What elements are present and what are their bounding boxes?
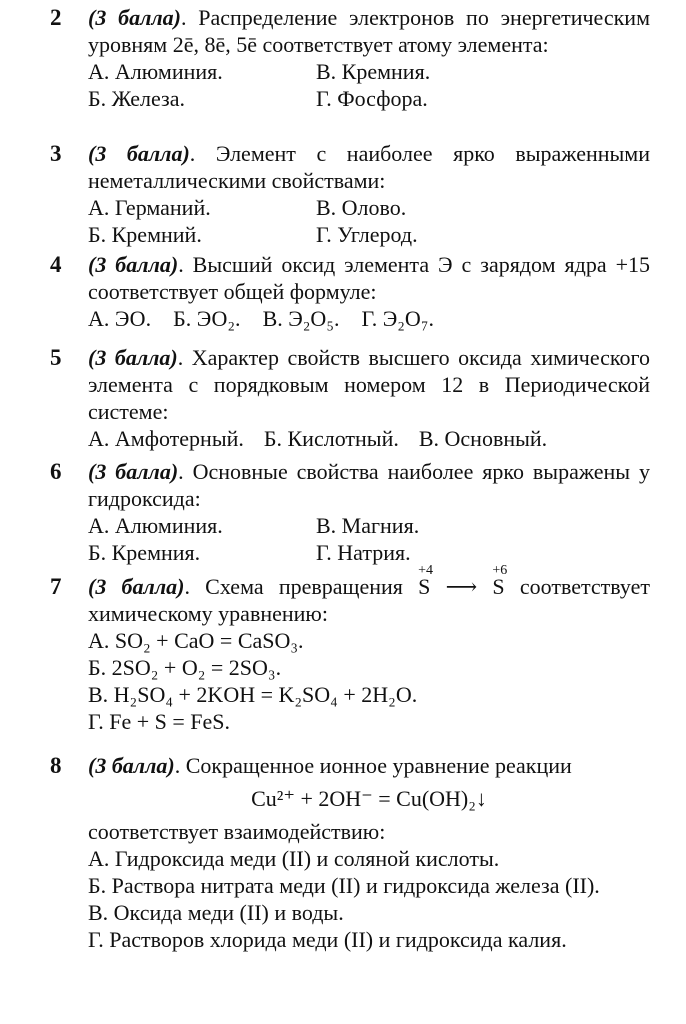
option-v[interactable]: В. Олово. xyxy=(316,195,407,220)
option-v[interactable]: В. Основный. xyxy=(418,426,548,451)
option-g[interactable]: Г. Фосфора. xyxy=(316,86,428,111)
points-label: (3 балла) xyxy=(88,574,185,599)
question-stem xyxy=(88,752,650,779)
points-label: (3 балла) xyxy=(88,345,178,370)
option-v[interactable]: В. Кремния. xyxy=(316,59,431,84)
oxidation-state: +4 xyxy=(418,563,434,578)
stem-text: . Распределение электронов по энергетическим уровням 2ē, 8ē, 5ē соответствует атому элемента: xyxy=(88,5,650,57)
option-v[interactable]: В. H₂SO₄ + 2KOH = K₂SO₄ + 2H₂O. xyxy=(88,682,418,707)
option-g[interactable]: Г. Fe + S = FeS. xyxy=(88,709,231,734)
options-row xyxy=(88,305,650,332)
option-a[interactable]: А. ЭО. xyxy=(88,306,152,331)
option-g[interactable]: Г. Натрия. xyxy=(316,540,411,565)
stem-text: . Сокращенное ионное уравнение реакции xyxy=(174,753,572,778)
option-a[interactable]: А. Алюминия. xyxy=(88,59,223,84)
question-stem xyxy=(88,251,650,305)
points-label: (3 балла) xyxy=(88,753,175,778)
option-b[interactable]: Б. Кислотный. xyxy=(263,426,399,451)
question-number: 4 xyxy=(50,252,62,277)
option-v[interactable]: В. Э₂О₅. xyxy=(262,306,340,331)
stem-text: соответствует химическому уравнению: xyxy=(88,574,650,626)
options-grid xyxy=(88,58,650,112)
arrow-icon: ⟶ xyxy=(445,574,478,599)
option-b[interactable]: Б. ЭО₂. xyxy=(173,306,241,331)
question-number: 2 xyxy=(50,5,62,30)
option-b[interactable]: Б. Кремния. xyxy=(88,540,201,565)
element-symbol: S xyxy=(492,574,505,599)
question-stem xyxy=(88,563,650,627)
sulfur-plus4 xyxy=(418,563,434,600)
ionic-equation: Cu²⁺ + 2OH⁻ = Cu(OH)₂↓ xyxy=(251,786,487,811)
option-b[interactable]: Б. 2SO₂ + O₂ = 2SO₃. xyxy=(88,655,282,680)
question-stem xyxy=(88,344,650,425)
stem-text: . Основные свойства наиболее ярко выражены у гидроксида: xyxy=(88,459,650,511)
option-v[interactable]: В. Магния. xyxy=(316,513,420,538)
stem-continuation: соответствует взаимодействию: xyxy=(88,819,386,844)
stem-text: . Высший оксид элемента Э с зарядом ядра +15 соответствует общей формуле: xyxy=(88,252,650,304)
stem-text: . Схема превращения xyxy=(184,574,419,599)
options-row xyxy=(88,425,650,452)
options-list xyxy=(88,627,650,735)
option-a[interactable]: А. Гидроксида меди (II) и соляной кислоты. xyxy=(88,846,500,871)
question-stem xyxy=(88,4,650,58)
question-number: 6 xyxy=(50,459,62,484)
options-grid xyxy=(88,194,650,248)
option-a[interactable]: А. SO₂ + CaO = CaSO₃. xyxy=(88,628,304,653)
stem-text: . Элемент с наиболее ярко выраженными неметаллическими свойствами: xyxy=(88,141,650,193)
option-g[interactable]: Г. Растворов хлорида меди (II) и гидроксида калия. xyxy=(88,927,567,952)
points-label: (3 балла) xyxy=(88,5,181,30)
question-number: 8 xyxy=(50,753,62,778)
option-g[interactable]: Г. Э₂О₇. xyxy=(361,306,434,331)
question-stem xyxy=(88,458,650,512)
element-symbol: S xyxy=(418,574,431,599)
options-grid xyxy=(88,512,650,566)
option-a[interactable]: А. Амфотерный. xyxy=(88,426,244,451)
option-b[interactable]: Б. Железа. xyxy=(88,86,185,111)
points-label: (3 балла) xyxy=(88,459,179,484)
option-b[interactable]: Б. Раствора нитрата меди (II) и гидроксида железа (II). xyxy=(88,873,600,898)
question-stem xyxy=(88,140,650,194)
option-g[interactable]: Г. Углерод. xyxy=(316,222,418,247)
option-b[interactable]: Б. Кремний. xyxy=(88,222,202,247)
stem-text: . Характер свойств высшего оксида химического элемента с порядковым номером 12 в Периодической системе: xyxy=(88,345,650,424)
option-a[interactable]: А. Германий. xyxy=(88,195,211,220)
sulfur-plus6 xyxy=(492,563,508,600)
question-number: 3 xyxy=(50,141,62,166)
question-number: 7 xyxy=(50,574,62,599)
points-label: (3 балла) xyxy=(88,252,179,277)
option-v[interactable]: В. Оксида меди (II) и воды. xyxy=(88,900,344,925)
option-a[interactable]: А. Алюминия. xyxy=(88,513,223,538)
oxidation-state: +6 xyxy=(492,563,508,578)
points-label: (3 балла) xyxy=(88,141,190,166)
options-list xyxy=(88,845,650,953)
question-number: 5 xyxy=(50,345,62,370)
